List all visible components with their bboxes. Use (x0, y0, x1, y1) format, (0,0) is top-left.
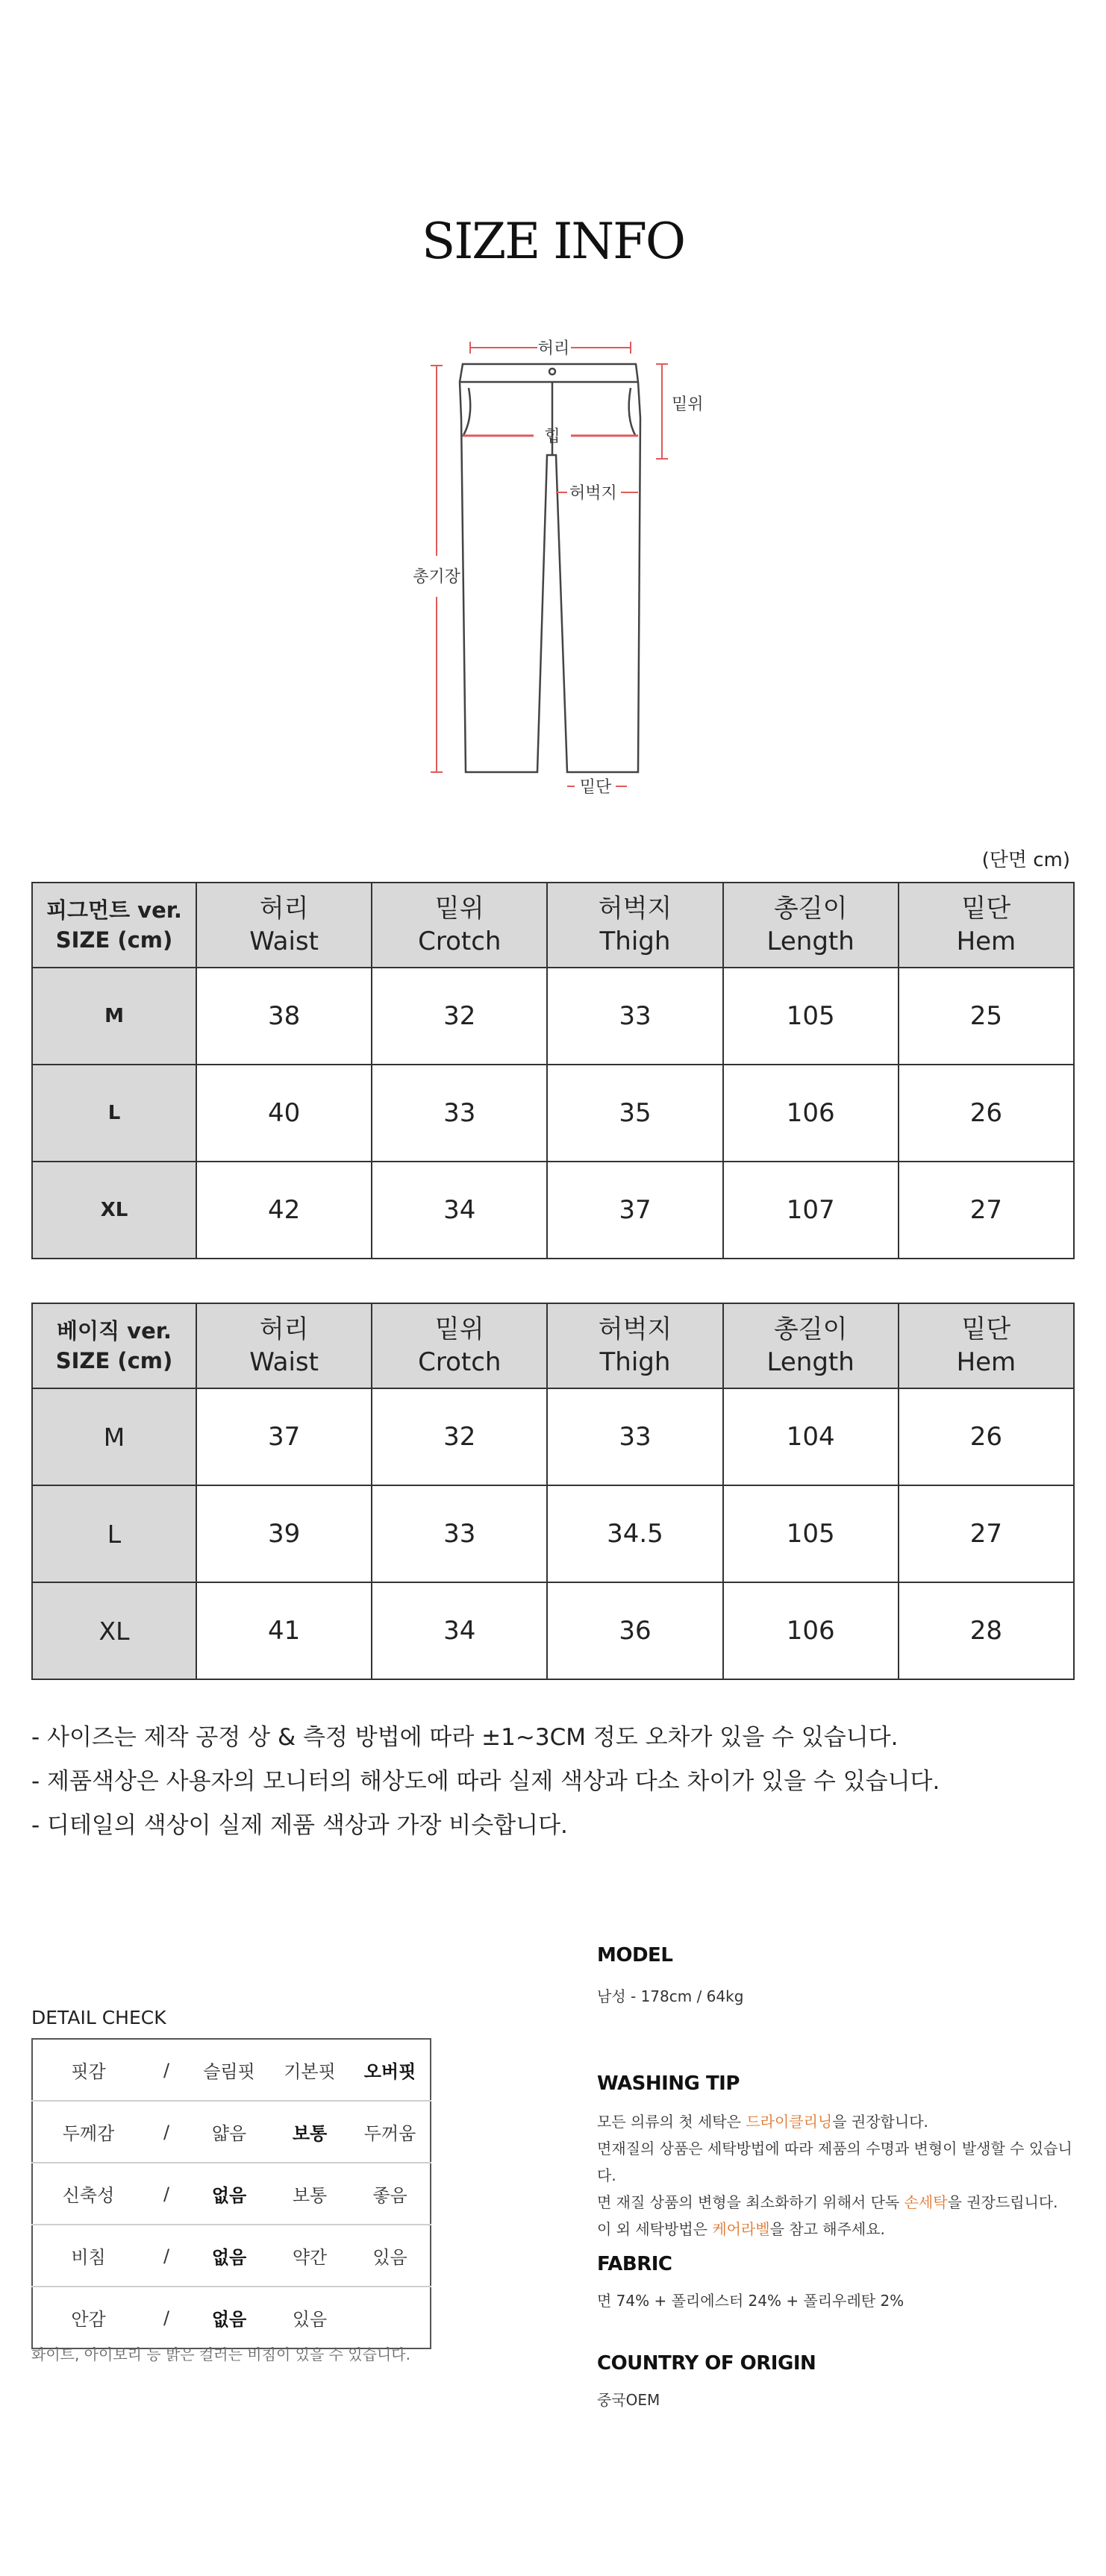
size-label: L (32, 1485, 196, 1582)
table-cell: 33 (372, 1065, 547, 1162)
column-header-waist: 허리 Waist (196, 1303, 372, 1388)
table-corner-label: 베이직 ver. SIZE (cm) (32, 1303, 196, 1388)
table-cell: 33 (547, 968, 722, 1065)
washing-section (597, 2072, 1090, 2243)
table-cell: 37 (547, 1162, 722, 1259)
size-notes (31, 1716, 940, 1848)
detail-label: 신축성 (32, 2163, 144, 2225)
waist-label: 허리 (537, 339, 570, 358)
origin-heading: COUNTRY OF ORIGIN (597, 2352, 816, 2375)
detail-check-row (32, 2287, 431, 2348)
detail-option: 있음 (350, 2225, 431, 2287)
size-label: M (32, 968, 196, 1065)
fabric-heading: FABRIC (597, 2253, 672, 2275)
highlight-dry-cleaning: 드라이클리닝 (746, 2113, 833, 2131)
length-label: 총기장 (413, 568, 460, 586)
table-cell: 33 (547, 1388, 722, 1485)
size-label: M (32, 1388, 196, 1485)
washing-line-2: 면재질의 상품은 세탁방법에 따라 제품의 수명과 변형이 발생할 수 있습니다. (597, 2140, 1072, 2184)
detail-label: 안감 (71, 2309, 106, 2330)
table-header-row (32, 883, 1074, 968)
detail-check-note: 화이트, 아이보리 등 밝은 컬러는 비침이 있을 수 있습니다. (31, 2345, 410, 2363)
table-cell: 42 (196, 1162, 372, 1259)
detail-check-row (32, 2101, 431, 2163)
detail-option: 보통 (269, 2163, 350, 2225)
table-cell: 106 (723, 1065, 899, 1162)
detail-check-row (32, 2163, 431, 2225)
table-cell: 34 (372, 1162, 547, 1259)
detail-option (350, 2287, 431, 2348)
detail-check-row (32, 2225, 431, 2287)
table-row (32, 1065, 1074, 1162)
table-cell: 105 (723, 968, 899, 1065)
detail-label: 핏감 (32, 2039, 144, 2101)
detail-option: 약간 (269, 2225, 350, 2287)
detail-label: 두께감 (32, 2101, 144, 2163)
rise-measure-line (656, 364, 668, 459)
table-corner-label: 피그먼트 ver. SIZE (cm) (32, 883, 196, 968)
detail-option: 좋음 (350, 2163, 431, 2225)
size-label: XL (32, 1582, 196, 1679)
table-cell: 27 (899, 1485, 1074, 1582)
table-cell: 104 (723, 1388, 899, 1485)
detail-option: 얇음 (189, 2101, 269, 2163)
table-cell: 35 (547, 1065, 722, 1162)
detail-option: 없음 (189, 2225, 269, 2287)
table-cell: 26 (899, 1065, 1074, 1162)
note-item: - 사이즈는 제작 공정 상 & 측정 방법에 따라 ±1~3CM 정도 오차가 있을 수 있습니다. (31, 1724, 899, 1751)
pants-measurement-diagram (0, 0, 1106, 821)
table-cell: 26 (899, 1388, 1074, 1485)
hip-label: 힙 (544, 427, 560, 446)
column-header-hem: 밑단 Hem (899, 883, 1074, 968)
table-cell: 36 (547, 1582, 722, 1679)
note-item: - 제품색상은 사용자의 모니터의 해상도에 따라 실제 색상과 다소 차이가 있을 수 있습니다. (31, 1768, 940, 1795)
column-header-thigh: 허벅지 Thigh (547, 1303, 722, 1388)
size-table-pigment (31, 882, 1075, 1259)
thigh-label: 허벅지 (569, 484, 617, 503)
detail-option: 두꺼움 (350, 2101, 431, 2163)
size-label: XL (32, 1162, 196, 1259)
table-cell: 33 (372, 1485, 547, 1582)
detail-check-title: DETAIL CHECK (31, 2007, 166, 2028)
fabric-section (597, 2253, 1090, 2314)
detail-option: 슬림핏 (189, 2039, 269, 2101)
note-item: - 디테일의 색상이 실제 제품 색상과 가장 비슷합니다. (31, 1812, 568, 1839)
table-cell: 37 (196, 1388, 372, 1485)
table-row (32, 1582, 1074, 1679)
washing-heading: WASHING TIP (597, 2072, 740, 2095)
detail-option: 없음 (211, 2309, 247, 2330)
column-header-thigh: 허벅지 Thigh (547, 883, 722, 968)
column-header-length: 총길이 Length (723, 883, 899, 968)
detail-separator: / (163, 2307, 170, 2328)
unit-note: (단면 cm) (981, 849, 1070, 871)
model-heading: MODEL (597, 1944, 673, 1967)
table-cell: 41 (196, 1582, 372, 1679)
highlight-care-label: 케어라벨 (712, 2220, 770, 2238)
pants-outline (460, 364, 640, 772)
model-text: 남성 - 178cm / 64kg (597, 1987, 744, 2005)
rise-label: 밑위 (672, 395, 704, 414)
detail-option: 오버핏 (350, 2039, 431, 2101)
size-table-basic (31, 1303, 1075, 1680)
column-header-length: 총길이 Length (723, 1303, 899, 1388)
table-cell: 34.5 (547, 1485, 722, 1582)
detail-check-table (31, 2038, 431, 2349)
highlight-hand-wash: 손세탁 (904, 2193, 948, 2211)
column-header-crotch: 밑위 Crotch (372, 883, 547, 968)
model-section (597, 1944, 1090, 2010)
table-row (32, 968, 1074, 1065)
table-cell: 25 (899, 968, 1074, 1065)
table-cell: 40 (196, 1065, 372, 1162)
table-row (32, 1485, 1074, 1582)
table-cell: 28 (899, 1582, 1074, 1679)
size-label: L (32, 1065, 196, 1162)
detail-option: 보통 (269, 2101, 350, 2163)
detail-separator: / (144, 2039, 189, 2101)
table-cell: 105 (723, 1485, 899, 1582)
origin-section (597, 2352, 1090, 2413)
table-cell: 32 (372, 968, 547, 1065)
table-row (32, 1388, 1074, 1485)
detail-separator: / (144, 2101, 189, 2163)
fabric-text: 면 74% + 폴리에스터 24% + 폴리우레탄 2% (597, 2292, 905, 2310)
detail-label: 비침 (32, 2225, 144, 2287)
table-cell: 34 (372, 1582, 547, 1679)
page-title: SIZE INFO (421, 213, 685, 270)
column-header-crotch: 밑위 Crotch (372, 1303, 547, 1388)
table-cell: 106 (723, 1582, 899, 1679)
table-cell: 39 (196, 1485, 372, 1582)
origin-text: 중국OEM (597, 2391, 660, 2409)
detail-separator: / (144, 2163, 189, 2225)
table-header-row (32, 1303, 1074, 1388)
washing-line-3: 면 재질 상품의 변형을 최소화하기 위해서 단독 손세탁을 권장드립니다. (597, 2193, 1058, 2211)
table-cell: 32 (372, 1388, 547, 1485)
detail-option: 있음 (292, 2309, 328, 2330)
detail-separator: / (144, 2225, 189, 2287)
column-header-waist: 허리 Waist (196, 883, 372, 968)
table-cell: 38 (196, 968, 372, 1065)
column-header-hem: 밑단 Hem (899, 1303, 1074, 1388)
table-cell: 107 (723, 1162, 899, 1259)
detail-option: 기본핏 (269, 2039, 350, 2101)
detail-check-row (32, 2039, 431, 2101)
table-cell: 27 (899, 1162, 1074, 1259)
washing-line-1: 모든 의류의 첫 세탁은 드라이클리닝을 권장합니다. (597, 2113, 928, 2131)
table-row (32, 1162, 1074, 1259)
detail-option: 없음 (189, 2163, 269, 2225)
washing-line-4: 이 외 세탁방법은 케어라벨을 참고 해주세요. (597, 2220, 885, 2238)
hem-label: 밑단 (579, 778, 612, 797)
